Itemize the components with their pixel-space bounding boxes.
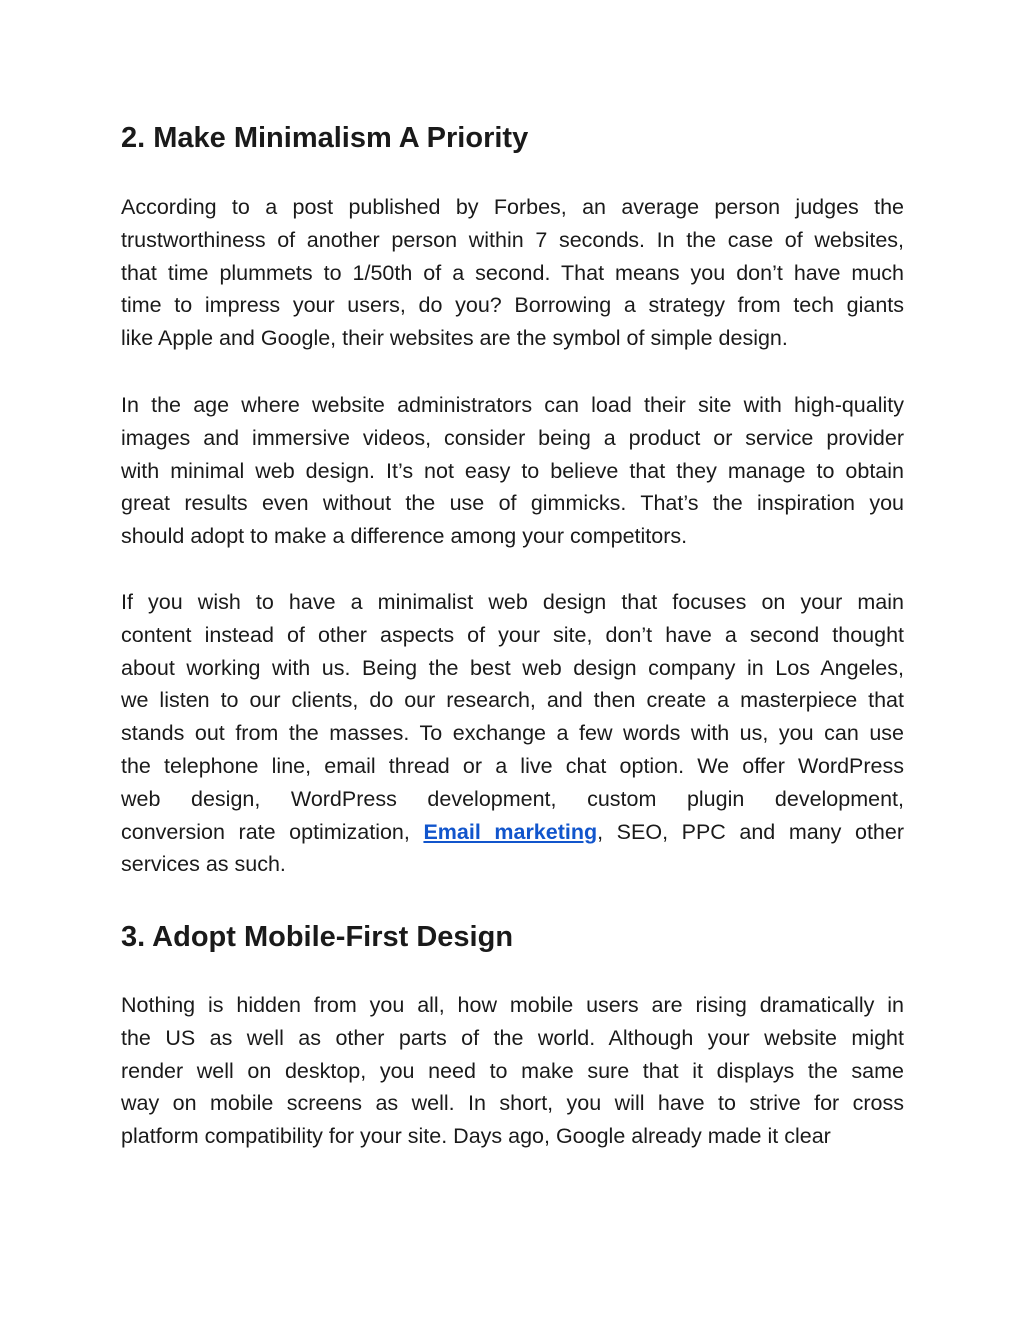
text-line: the telephone line, email thread or a live chat option. We offer WordPress <box>121 753 904 778</box>
text-line: platform compatibility for your site. Days ago, Google already made it clear <box>121 1124 831 1149</box>
text-line: render well on desktop, you need to make sure that it displays the same <box>121 1058 904 1083</box>
text-line: content instead of other aspects of your site, don’t have a second thought <box>121 622 904 647</box>
paragraph-forbes <box>121 191 904 355</box>
text-line: that time plummets to 1/50th of a second. That means you don’t have much <box>121 260 904 285</box>
paragraph-mobile-users <box>121 989 904 1153</box>
section-heading-minimalism: 2. Make Minimalism A Priority <box>121 122 529 154</box>
text-line: we listen to our clients, do our research, and then create a masterpiece that <box>121 688 904 713</box>
text-line: with minimal web design. It’s not easy to believe that they manage to obtain <box>121 458 904 483</box>
text-segment: , SEO, PPC and many other <box>597 819 904 844</box>
text-segment: conversion rate optimization, <box>121 819 424 844</box>
text-line: In the age where website administrators can load their site with high-quality <box>121 393 904 417</box>
text-line: services as such. <box>121 852 286 877</box>
text-line-with-link <box>121 816 904 849</box>
text-line: great results even without the use of gimmicks. That’s the inspiration you <box>121 491 904 516</box>
text-line: stands out from the masses. To exchange a few words with us, you can use <box>121 721 904 746</box>
text-line: Nothing is hidden from you all, how mobile users are rising dramatically in <box>121 993 904 1017</box>
section-heading-mobile-first: 3. Adopt Mobile-First Design <box>121 921 514 953</box>
text-line: about working with us. Being the best web design company in Los Angeles, <box>121 655 904 680</box>
text-line: should adopt to make a difference among your competitors. <box>121 524 688 549</box>
paragraph-minimalist-web-design <box>121 586 904 881</box>
text-line: time to impress your users, do you? Borrowing a strategy from tech giants <box>121 293 904 318</box>
text-line: According to a post published by Forbes, an average person judges the <box>121 195 904 219</box>
text-line: If you wish to have a minimalist web design that focuses on your main <box>121 590 904 614</box>
text-line: way on mobile screens as well. In short, you will have to strive for cross <box>121 1091 904 1116</box>
text-line: like Apple and Google, their websites are the symbol of simple design. <box>121 326 788 351</box>
text-line: the US as well as other parts of the world. Although your website might <box>121 1025 904 1050</box>
text-line: trustworthiness of another person within 7 seconds. In the case of websites, <box>121 227 904 252</box>
text-line: images and immersive videos, consider being a product or service provider <box>121 425 904 450</box>
paragraph-administrators <box>121 389 904 553</box>
text-line: web design, WordPress development, custom plugin development, <box>121 786 904 811</box>
email-marketing-link[interactable]: Email marketing <box>423 819 598 844</box>
